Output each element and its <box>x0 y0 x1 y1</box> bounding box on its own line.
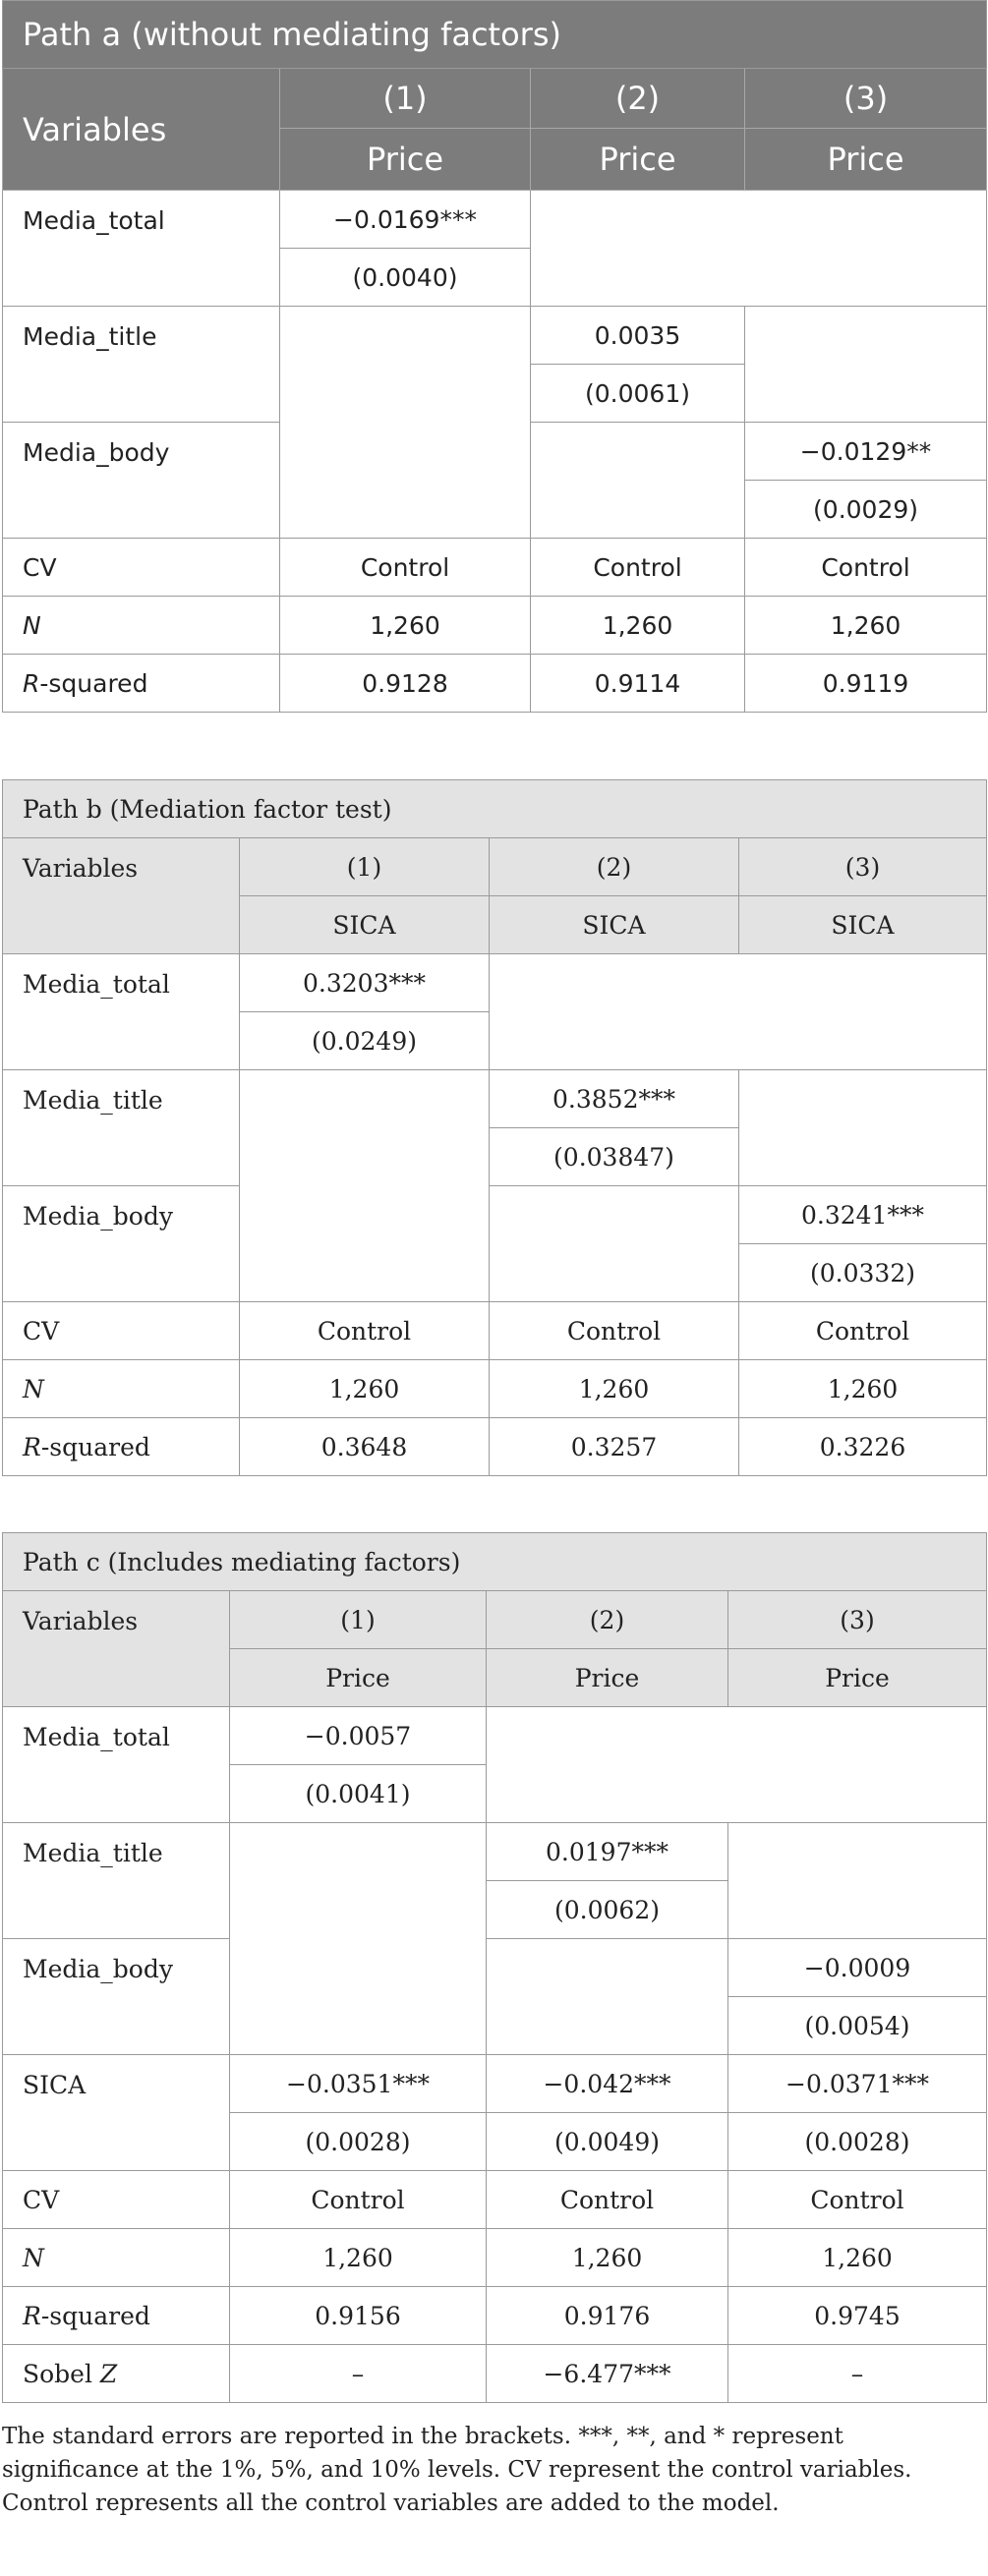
dependent-variable-1: Price <box>230 1649 487 1707</box>
coef-media-body: 0.3241*** <box>739 1186 987 1244</box>
dependent-variable-1: SICA <box>240 896 490 954</box>
z-letter: Z <box>99 2359 118 2388</box>
cv-2: Control <box>487 2171 728 2229</box>
column-header-3: (3) <box>745 69 987 129</box>
cv-3: Control <box>745 539 987 597</box>
table-title: Path b (Mediation factor test) <box>3 780 987 838</box>
se-media-body: (0.0054) <box>728 1997 987 2055</box>
table-title: Path a (without mediating factors) <box>3 1 987 69</box>
column-header-3: (3) <box>739 838 987 896</box>
coef-media-body: −0.0009 <box>728 1939 987 1997</box>
row-label-sobel-z: Sobel Z <box>3 2345 230 2403</box>
cv-2: Control <box>531 539 745 597</box>
se-media-total: (0.0041) <box>230 1765 487 1823</box>
r2-2: 0.9176 <box>487 2287 728 2345</box>
r2-3: 0.9119 <box>745 655 987 713</box>
column-header-2: (2) <box>531 69 745 129</box>
sobel-3: – <box>728 2345 987 2403</box>
coef-media-title: 0.3852*** <box>490 1070 739 1128</box>
cv-2: Control <box>490 1302 739 1360</box>
r-suffix: -squared <box>40 1432 150 1461</box>
coef-media-title: 0.0197*** <box>487 1823 728 1881</box>
n-1: 1,260 <box>230 2229 487 2287</box>
se-media-title: (0.0061) <box>531 365 745 423</box>
row-label-media-total: Media_total <box>3 954 240 1070</box>
r-letter: R <box>23 1432 41 1461</box>
path-b-table <box>2 779 987 1476</box>
row-label-media-title: Media_title <box>3 1070 240 1186</box>
cv-1: Control <box>240 1302 490 1360</box>
column-header-2: (2) <box>490 838 739 896</box>
row-label-media-title: Media_title <box>3 1823 230 1939</box>
row-label-sica: SICA <box>3 2055 230 2171</box>
coef-sica-3: −0.0371*** <box>728 2055 987 2113</box>
r2-1: 0.3648 <box>240 1418 490 1476</box>
r2-1: 0.9156 <box>230 2287 487 2345</box>
se-media-body: (0.0332) <box>739 1244 987 1302</box>
row-label-media-body: Media_body <box>3 1186 240 1302</box>
row-label-n: N <box>3 1360 240 1418</box>
row-label-media-total: Media_total <box>3 1707 230 1823</box>
row-label-n: N <box>3 2229 230 2287</box>
variables-header: Variables <box>3 69 280 191</box>
coef-sica-2: −0.042*** <box>487 2055 728 2113</box>
path-c-table <box>2 1532 987 2403</box>
n-3: 1,260 <box>739 1360 987 1418</box>
dependent-variable-3: SICA <box>739 896 987 954</box>
n-2: 1,260 <box>487 2229 728 2287</box>
se-media-title: (0.03847) <box>490 1128 739 1186</box>
se-sica-1: (0.0028) <box>230 2113 487 2171</box>
coef-media-title: 0.0035 <box>531 307 745 365</box>
row-label-r-squared <box>3 655 280 713</box>
dependent-variable-3: Price <box>728 1649 987 1707</box>
n-3: 1,260 <box>728 2229 987 2287</box>
row-label-n: N <box>3 597 280 655</box>
cv-3: Control <box>728 2171 987 2229</box>
coef-media-total: −0.0057 <box>230 1707 487 1765</box>
row-label-media-body: Media_body <box>3 1939 230 2055</box>
coef-media-total: 0.3203*** <box>240 954 490 1012</box>
row-label-media-body: Media_body <box>3 423 280 539</box>
column-header-3: (3) <box>728 1591 987 1649</box>
cv-1: Control <box>230 2171 487 2229</box>
row-label-media-total: Media_total <box>3 191 280 307</box>
dependent-variable-2: Price <box>487 1649 728 1707</box>
dependent-variable-2: SICA <box>490 896 739 954</box>
r2-1: 0.9128 <box>280 655 531 713</box>
se-sica-3: (0.0028) <box>728 2113 987 2171</box>
n-1: 1,260 <box>240 1360 490 1418</box>
r2-2: 0.3257 <box>490 1418 739 1476</box>
column-header-1: (1) <box>240 838 490 896</box>
se-media-total: (0.0040) <box>280 249 531 307</box>
r-letter: R <box>23 2301 41 2330</box>
r2-3: 0.3226 <box>739 1418 987 1476</box>
r2-2: 0.9114 <box>531 655 745 713</box>
r-suffix: -squared <box>40 2301 150 2330</box>
column-header-1: (1) <box>280 69 531 129</box>
se-media-total: (0.0249) <box>240 1012 490 1070</box>
sobel-1: – <box>230 2345 487 2403</box>
n-2: 1,260 <box>490 1360 739 1418</box>
se-media-body: (0.0029) <box>745 481 987 539</box>
table-footnote: The standard errors are reported in the brackets. ***, **, and * represent significance at the 1%, 5%, and 10% levels. CV represent the control variables. Control represents all the control variables are added to the model. <box>2 2424 912 2516</box>
coef-media-body: −0.0129** <box>745 423 987 481</box>
column-header-1: (1) <box>230 1591 487 1649</box>
dependent-variable-1: Price <box>280 129 531 191</box>
cv-3: Control <box>739 1302 987 1360</box>
path-a-table <box>2 0 987 713</box>
row-label-cv: CV <box>3 1302 240 1360</box>
n-1: 1,260 <box>280 597 531 655</box>
dependent-variable-3: Price <box>745 129 987 191</box>
row-label-cv: CV <box>3 539 280 597</box>
row-label-r-squared <box>3 1418 240 1476</box>
cv-1: Control <box>280 539 531 597</box>
coef-sica-1: −0.0351*** <box>230 2055 487 2113</box>
dependent-variable-2: Price <box>531 129 745 191</box>
row-label-r-squared <box>3 2287 230 2345</box>
n-3: 1,260 <box>745 597 987 655</box>
coef-media-total: −0.0169*** <box>280 191 531 249</box>
r-letter: R <box>23 668 40 698</box>
r-suffix: -squared <box>39 668 148 698</box>
sobel-2: −6.477*** <box>487 2345 728 2403</box>
n-2: 1,260 <box>531 597 745 655</box>
r2-3: 0.9745 <box>728 2287 987 2345</box>
se-sica-2: (0.0049) <box>487 2113 728 2171</box>
variables-header: Variables <box>3 838 240 954</box>
column-header-2: (2) <box>487 1591 728 1649</box>
se-media-title: (0.0062) <box>487 1881 728 1939</box>
row-label-media-title: Media_title <box>3 307 280 423</box>
table-title: Path c (Includes mediating factors) <box>3 1533 987 1591</box>
row-label-cv: CV <box>3 2171 230 2229</box>
variables-header: Variables <box>3 1591 230 1707</box>
